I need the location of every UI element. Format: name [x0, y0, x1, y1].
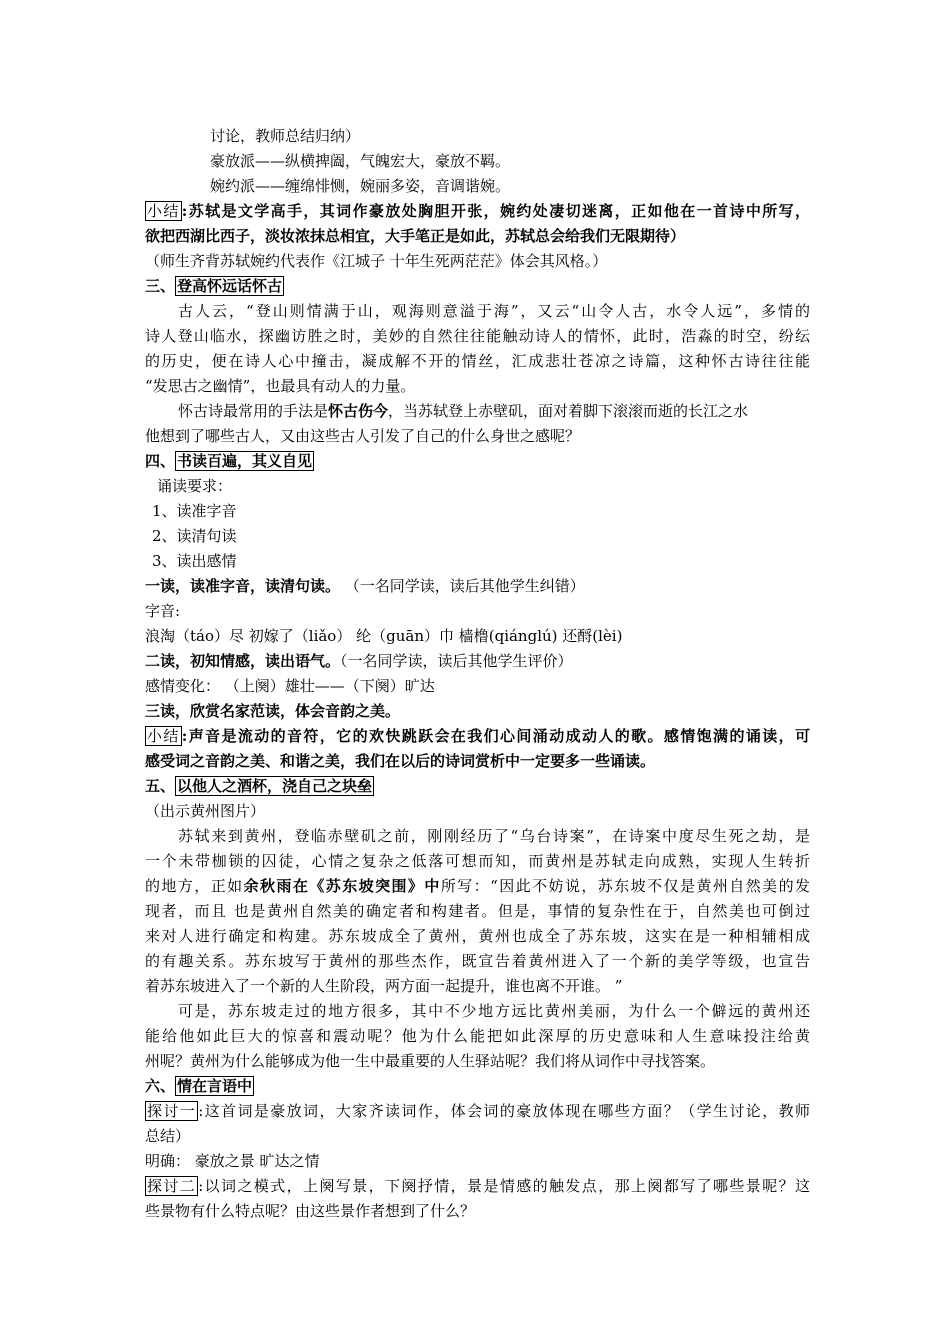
text: （一名同学读，读后其他学生评价）: [340, 652, 573, 670]
heading-number: 六、: [145, 1077, 176, 1095]
heading-title: 登高怀远话怀古: [177, 277, 283, 295]
summary-text: :声音是流动的音符，它的欢快跳跃会在我们心间涌动成动人的歌。感情饱满的诵读，可: [181, 727, 810, 745]
text: 诗人登山临水，探幽访胜之时，美妙的自然往往能触动诗人的情怀，此时，浩淼的时空，纷纭: [145, 327, 810, 345]
heading-number: 五、: [145, 777, 176, 795]
text: 来对人进行确定和构建。苏东坡成全了黄州，黄州也成全了苏东坡，这实在是一种相辅相成: [145, 927, 810, 945]
heading-title: 以他人之酒杯，浇自己之块垒: [177, 777, 373, 795]
text-line: [157, 475, 810, 499]
text: 所写：“因此不妨说，苏东坡不仅是黄州自然美的发: [440, 877, 810, 895]
bold-text: 余秋雨在《苏东坡突围》中: [243, 877, 441, 895]
summary-line: [145, 200, 810, 224]
summary-label: 小结: [147, 202, 180, 220]
text-line: [145, 1050, 810, 1074]
text-line: [178, 1000, 810, 1024]
text: 着苏东坡进入了一个新的人生阶段，两方面一起提升，谁也离不开谁。 ”: [145, 977, 623, 995]
text: 州呢？黄州为什么能够成为他一生中最重要的人生驿站呢？我们将从词作中寻找答案。: [145, 1052, 716, 1070]
summary-text: 感受词之音韵之美、和谐之美，我们在以后的诗词赏析中一定要多一些诵读。: [145, 752, 656, 770]
text-line: [145, 675, 810, 699]
summary-text: 欲把西湖比西子，淡妆浓抹总相宜，大手笔正是如此，苏轼总会给我们无限期待）: [145, 227, 686, 245]
text: 些景物有什么特点呢？由这些景作者想到了什么？: [145, 1202, 476, 1220]
text: 讨论，教师总结归纳）: [210, 127, 361, 145]
text: 的有趣关系。苏东坡写于黄州的那些杰作，既宣告着黄州进入了一个新的美学等级，也宣告: [145, 952, 810, 970]
discussion-label: 探讨一: [147, 1102, 197, 1120]
text: （一名同学读，读后其他学生纠错）: [340, 577, 585, 595]
text-line: [145, 850, 810, 874]
text-line: [145, 325, 810, 349]
text: 可是，苏东坡走过的地方很多，其中不少地方远比黄州美丽，为什么一个僻远的黄州还: [178, 1002, 810, 1020]
text: 怀古诗最常用的手法是: [178, 402, 329, 420]
pronunciation-line: [145, 625, 810, 649]
heading-title: 书读百遍，其义自见: [177, 452, 313, 470]
section-heading: [145, 775, 810, 799]
list-item: [152, 550, 810, 574]
text: 豪放派——纵横捭阖，气魄宏大，豪放不羁。: [210, 152, 511, 170]
text: 字音:: [145, 602, 181, 620]
text-line: [145, 350, 810, 374]
text-line: [178, 825, 810, 849]
text: 苏轼来到黄州，登临赤壁矶之前，刚刚经历了“乌台诗案”，在诗案中度尽生死之劫，是: [178, 827, 810, 845]
text-line: [145, 1150, 810, 1174]
text-line: [210, 150, 810, 174]
text: 婉约派——缠绵悱恻，婉丽多姿，音调谐婉。: [210, 177, 511, 195]
text: （出示黄州图片）: [145, 802, 266, 820]
text-line: [145, 925, 810, 949]
text-line: [145, 1125, 810, 1149]
text-line: [145, 800, 810, 824]
text-line: [178, 300, 810, 324]
text: :这首词是豪放词，大家齐读词作，体会词的豪放体现在哪些方面？（学生讨论，教师: [198, 1102, 810, 1120]
summary-line: [145, 225, 810, 249]
text: 的地方，正如: [145, 877, 244, 895]
text: 现者，而且 也是黄州自然美的确定者和构建者。但是，事情的复杂性在于，自然美也可倒过: [145, 902, 810, 920]
text-line: [145, 650, 810, 674]
text-line: [145, 575, 810, 599]
text: （师生齐背苏轼婉约代表作《江城子 十年生死两茫茫》体会其风格。）: [145, 252, 608, 270]
summary-text: :苏轼是文学高手，其词作豪放处胸胆开张，婉约处凄切迷离，正如他在一首诗中所写，: [181, 202, 810, 220]
text: ，当苏轼登上赤壁矶，面对着脚下滚滚而逝的长江之水: [388, 402, 749, 420]
text-line: [210, 175, 810, 199]
summary-line: [145, 750, 810, 774]
list-item: [152, 525, 810, 549]
text-line: [210, 125, 810, 149]
text-line: [145, 700, 810, 724]
text: 他想到了哪些古人，又由这些古人引发了自己的什么身世之感呢？: [145, 427, 581, 445]
bold-text: 三读，欣赏名家范读，体会音韵之美。: [145, 702, 401, 720]
bold-text: 二读，初知情感，读出语气。: [145, 652, 341, 670]
discussion-line: [145, 1175, 810, 1199]
text: 2、读清句读: [152, 527, 237, 545]
text-line: [145, 250, 810, 274]
text: 1、读准字音: [152, 502, 237, 520]
text-line: [145, 950, 810, 974]
summary-line: [145, 725, 810, 749]
text: 诵读要求：: [157, 477, 233, 495]
text: 的历史，便在诗人心中撞击，凝成解不开的情丝，汇成悲壮苍凉之诗篇，这种怀古诗往往能: [145, 352, 810, 370]
text-line: [145, 1025, 810, 1049]
text-line: [145, 375, 810, 399]
text-line: [145, 600, 810, 624]
heading-number: 三、: [145, 277, 176, 295]
text-line: [145, 1200, 810, 1224]
text: 古人云，“登山则情满于山，观海则意溢于海”，又云“山令人古，水令人远”，多情的: [178, 302, 810, 320]
text: 能给他如此巨大的惊喜和震动呢？他为什么能把如此深厚的历史意味和人生意味投注给黄: [145, 1027, 810, 1045]
bold-text: 一读，读准字音，读清句读。: [145, 577, 341, 595]
discussion-line: [145, 1100, 810, 1124]
text: 感情变化： （上阕）雄壮——（下阕）旷达: [145, 677, 435, 695]
text: 浪淘（táo）尽 初嫁了（liǎo） 纶（guān）巾 樯橹(qiánglú) 还酹(lèi): [145, 627, 623, 645]
text-line: [145, 975, 810, 999]
list-item: [152, 500, 810, 524]
text-line: [145, 425, 810, 449]
section-heading: [145, 450, 810, 474]
text: :以词之模式，上阕写景，下阕抒情，景是情感的触发点，那上阕都写了哪些景呢？这: [198, 1177, 810, 1195]
text-line: [145, 875, 810, 899]
discussion-label: 探讨二: [147, 1177, 197, 1195]
heading-title: 情在言语中: [177, 1077, 253, 1095]
text: 总结）: [145, 1127, 191, 1145]
section-heading: [145, 1075, 810, 1099]
bold-text: 怀古伤今: [328, 402, 389, 420]
text-line: [178, 400, 810, 424]
text: 3、读出感情: [152, 552, 237, 570]
text-line: [145, 900, 810, 924]
text: “发思古之幽情”，也最具有动人的力量。: [145, 377, 416, 395]
text: 明确： 豪放之景 旷达之情: [145, 1152, 320, 1170]
text: 一个未带枷锁的囚徒，心情之复杂之低落可想而知，而黄州是苏轼走向成熟，实现人生转折: [145, 852, 810, 870]
section-heading: [145, 275, 810, 299]
heading-number: 四、: [145, 452, 176, 470]
summary-label: 小结: [147, 727, 180, 745]
